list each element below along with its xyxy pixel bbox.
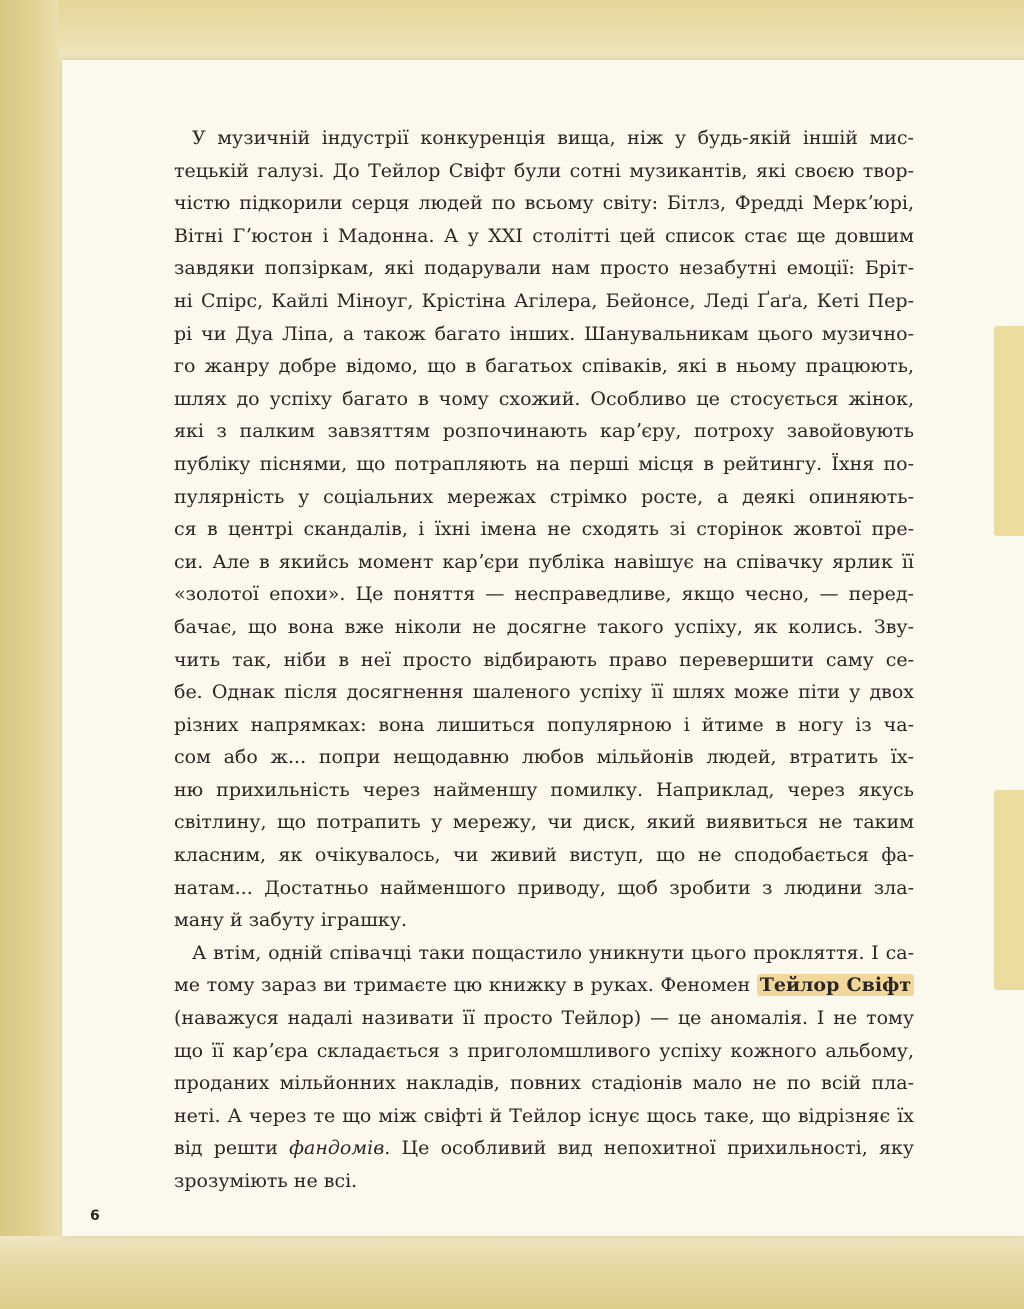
text-line: бе. Однак після досягнення шаленого успіху її шлях може піти у двох — [174, 681, 914, 704]
text-line: різних напрямках: вона лишиться популярною і йтиме в ногу із ча- — [174, 713, 914, 736]
text-line: світлину, що потрапить у мережу, чи диск, який виявиться не таким — [174, 811, 914, 834]
text-line: проданих мільйонних накладів, повних стадіонів мало не по всій пла- — [174, 1072, 914, 1095]
text-line: класним, як очікувалось, чи живий виступ, що не сподобається фа- — [174, 844, 914, 867]
top-border-band — [0, 0, 1024, 58]
text-line: чістю підкорили серця людей по всьому світу: Бітлз, Фредді Меркʼюрі, — [174, 192, 914, 215]
text-line: си. Але в якийсь момент карʼєри публіка навішує на співачку ярлик її — [174, 550, 914, 573]
text-line-part: від решти — [174, 1137, 290, 1160]
text-line-part: . Це особливий вид непохитної прихильності, яку — [384, 1137, 915, 1160]
text-line: неті. А через те що між свіфті й Тейлор існує щось таке, що відрізняє їх — [174, 1104, 914, 1127]
page-number: 6 — [90, 1208, 100, 1224]
text-line: ся в центрі скандалів, і їхні імена не сходять зі сторінок жовтої пре- — [174, 518, 914, 541]
text-line: шлях до успіху багато в чому схожий. Особливо це стосується жінок, — [174, 387, 914, 410]
bottom-border-band — [0, 1236, 1024, 1309]
text-line: У музичній індустрії конкуренція вища, ніж у будь-якій іншій мис- — [192, 127, 914, 149]
text-line: ню прихильність через найменшу помилку. Наприклад, через якусь — [174, 778, 914, 801]
page-edge-tab-lower — [994, 790, 1024, 990]
text-line: А втім, одній співачці таки пощастило уникнути цього прокляття. І са- — [192, 941, 914, 964]
text-line: публіку піснями, що потрапляють на перші місця в рейтингу. Їхня по- — [174, 452, 914, 475]
highlighted-name: Тейлор Свіфт — [757, 974, 914, 996]
text-line: Вітні Гʼюстон і Мадонна. А у XXI столітті цей список стає ще довшим — [174, 224, 914, 247]
text-line: ману й забуту іграшку. — [174, 909, 408, 932]
paragraph-1 — [174, 122, 914, 937]
italic-term: фандомів — [289, 1137, 385, 1160]
text-line: бачає, що вона вже ніколи не досягне такого успіху, як колись. Зву- — [174, 615, 914, 638]
text-line: які з палким завзяттям розпочинають карʼєру, потроху завойовують — [174, 420, 914, 443]
body-text — [174, 122, 914, 1198]
text-line: сом або ж... попри нещодавню любов мільйонів людей, втратить їх- — [174, 746, 914, 769]
left-border-band — [0, 0, 58, 1309]
text-line — [174, 1132, 914, 1165]
text-line: тецькій галузі. До Тейлор Свіфт були сотні музикантів, які своєю твор- — [174, 159, 914, 182]
text-line: чить так, ніби в неї просто відбирають право перевершити саму се- — [174, 648, 914, 671]
text-line: зрозуміють не всі. — [174, 1170, 358, 1192]
text-line: (наважуся надалі називати її просто Тейлор) — це аномалія. І не тому — [174, 1007, 914, 1030]
text-line: го жанру добре відомо, що в багатьох співаків, які в ньому працюють, — [174, 355, 914, 378]
page-edge-tab-upper — [994, 326, 1024, 536]
text-line: натам... Достатньо найменшого приводу, щоб зробити з людини зла- — [174, 876, 914, 899]
text-line: рі чи Дуа Ліпа, а також багато інших. Шанувальникам цього музично- — [174, 322, 914, 345]
paragraph-2 — [174, 937, 914, 1198]
text-line: завдяки попзіркам, які подарували нам просто незабутні емоції: Бріт- — [174, 257, 914, 280]
text-line: ні Спірс, Кайлі Міноуг, Крістіна Агілера, Бейонсе, Леді Ґаґа, Кеті Пер- — [174, 289, 914, 312]
text-line: «золотої епохи». Це поняття — несправедливе, якщо чесно, — перед- — [174, 583, 914, 606]
text-line: пулярність у соціальних мережах стрімко росте, а деякі опиняють- — [174, 485, 914, 508]
text-line — [174, 969, 914, 1002]
text-line-part: ме тому зараз ви тримаєте цю книжку в руках. Феномен — [174, 974, 757, 997]
text-line: що її карʼєра складається з приголомшливого успіху кожного альбому, — [174, 1039, 914, 1062]
